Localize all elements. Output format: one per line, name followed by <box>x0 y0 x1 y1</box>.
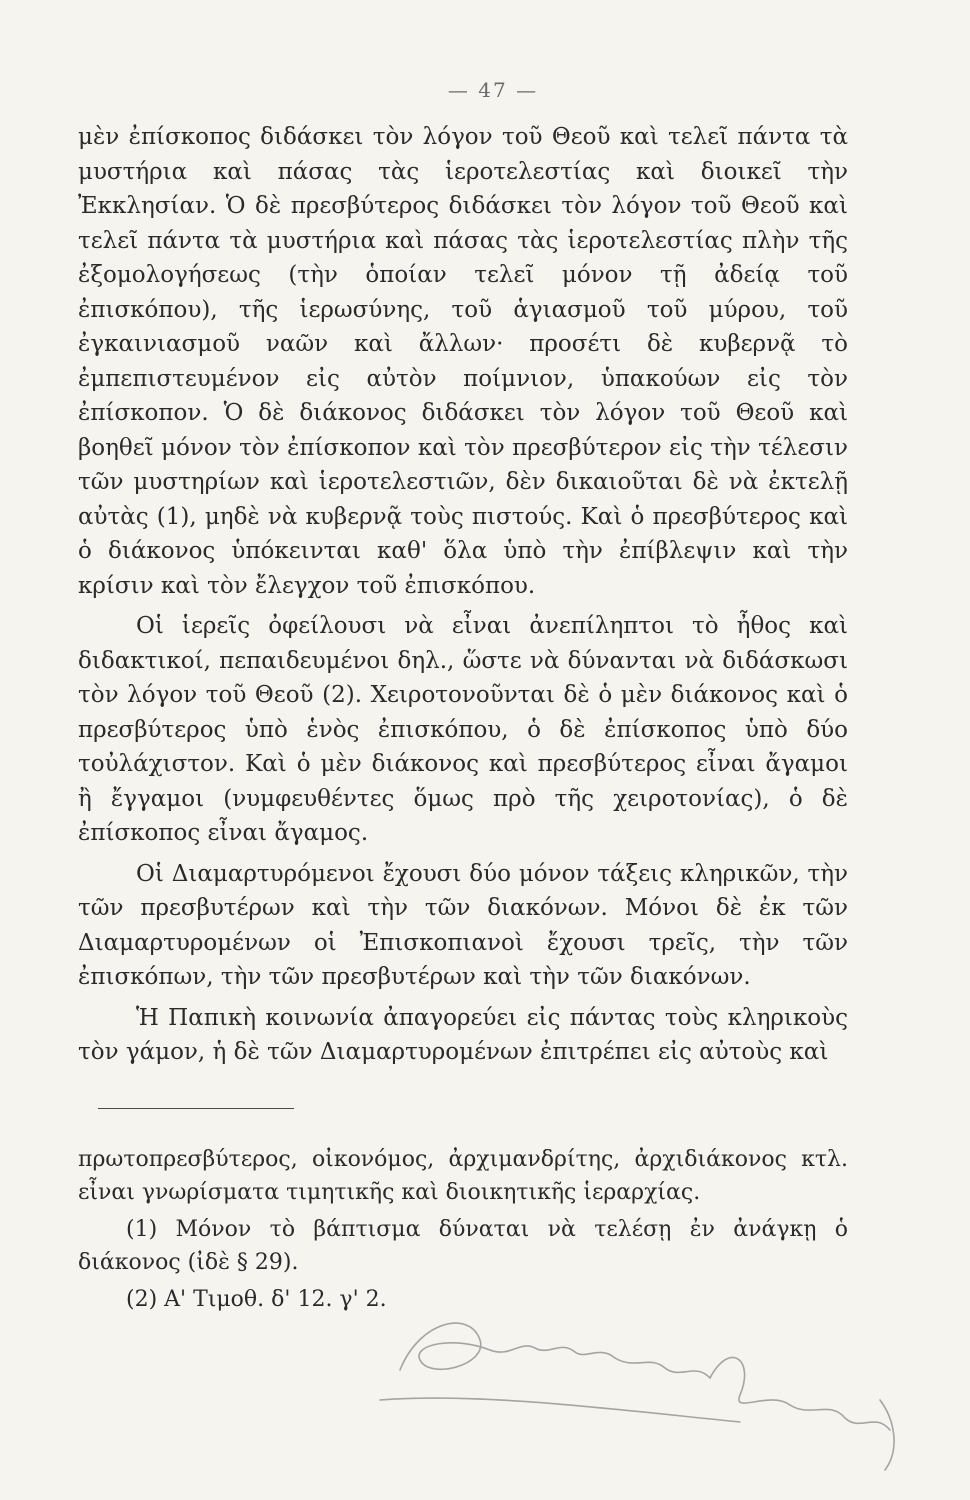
paragraph-1: μὲν ἐπίσκοπος διδάσκει τὸν λόγον τοῦ Θεοῦ καὶ τελεῖ πάντα τὰ μυστήρια καὶ πάσας τὰς ἱεροτελεστίας καὶ διοικεῖ τὴν Ἐκκλησίαν. Ὁ δὲ πρεσβύτερος διδάσκει τὸν λόγον τοῦ Θεοῦ καὶ τελεῖ πάντα τὰ μυστήρια καὶ πάσας τὰς ἱεροτελεστίας πλὴν τῆς ἐξομολογήσεως (τὴν ὁποίαν τελεῖ μόνον τῇ ἀδείᾳ τοῦ ἐπισκόπου), τῆς ἱερωσύνης, τοῦ ἁγιασμοῦ τοῦ μύρου, τοῦ ἐγκαινιασμοῦ ναῶν καὶ ἄλλων· προσέτι δὲ κυβερνᾷ τὸ ἐμπεπιστευμένον εἰς αὐτὸν ποίμνιον, ὑπακούων εἰς τὸν ἐπίσκοπον. Ὁ δὲ διάκονος διδάσκει τὸν λόγον τοῦ Θεοῦ καὶ βοηθεῖ μόνον τὸν ἐπίσκοπον καὶ τὸν πρεσβύτερον εἰς τὴν τέλεσιν τῶν μυστηρίων καὶ ἱεροτελεστιῶν, δὲν δικαιοῦται δὲ νὰ ἐκτελῇ αὐτὰς (1), μηδὲ νὰ κυβερνᾷ τοὺς πιστούς. Καὶ ὁ πρεσβύτερος καὶ ὁ διάκονος ὑπόκεινται καθ' ὅλα ὑπὸ τὴν ἐπίβλεψιν καὶ τὴν κρίσιν καὶ τὸν ἔλεγχον τοῦ ἐπισκόπου. <box>78 124 848 599</box>
document-page <box>78 78 848 1316</box>
paragraph-3: Οἱ Διαμαρτυρόμενοι ἔχουσι δύο μόνον τάξεις κληρικῶν, τὴν τῶν πρεσβυτέρων καὶ τὴν τῶν διακόνων. Μόνοι δὲ ἐκ τῶν Διαμαρτυρομένων οἱ Ἐπισκοπιανοὶ ἔχουσι τρεῖς, τὴν τῶν ἐπισκόπων, τὴν τῶν πρεσβυτέρων καὶ τὴν τῶν διακόνων. <box>78 860 848 990</box>
footnotes <box>78 1143 848 1316</box>
page-number: — 47 — <box>447 78 539 102</box>
handwritten-signature <box>360 1300 920 1480</box>
footnote-rule <box>98 1108 294 1109</box>
footnote-continuation: πρωτοπρεσβύτερος, οἰκονόμος, ἀρχιμανδρίτης, ἀρχιδιάκονος κτλ. εἶναι γνωρίσματα τιμητικῆς καὶ διοικητικῆς ἱεραρχίας. <box>78 1146 848 1205</box>
footnote-2: (2) Α' Τιμοθ. δ' 12. γ' 2. <box>126 1286 387 1312</box>
paragraph-4: Ἡ Παπικὴ κοινωνία ἀπαγορεύει εἰς πάντας τοὺς κληρικοὺς τὸν γάμον, ἡ δὲ τῶν Διαμαρτυρομένων ἐπιτρέπει εἰς αὐτοὺς καὶ <box>78 1004 848 1065</box>
footnote-1: (1) Μόνον τὸ βάπτισμα δύναται νὰ τελέσῃ ἐν ἀνάγκῃ ὁ διάκονος (ἰδὲ § 29). <box>78 1216 848 1275</box>
main-text <box>78 120 848 1070</box>
paragraph-2: Οἱ ἱερεῖς ὀφείλουσι νὰ εἶναι ἀνεπίληπτοι τὸ ἦθος καὶ διδακτικοί, πεπαιδευμένοι δηλ., ὥστε νὰ δύνανται νὰ διδάσκωσι τὸν λόγον τοῦ Θεοῦ (2). Χειροτονοῦνται δὲ ὁ μὲν διάκονος καὶ ὁ πρεσβύτερος ὑπὸ ἑνὸς ἐπισκόπου, ὁ δὲ ἐπίσκοπος ὑπὸ δύο τοὐλάχιστον. Καὶ ὁ μὲν διάκονος καὶ πρεσβύτερος εἶναι ἄγαμοι ἢ ἔγγαμοι (νυμφευθέντες ὅμως πρὸ τῆς χειροτονίας), ὁ δὲ ἐπίσκοπος εἶναι ἄγαμος. <box>78 613 848 846</box>
